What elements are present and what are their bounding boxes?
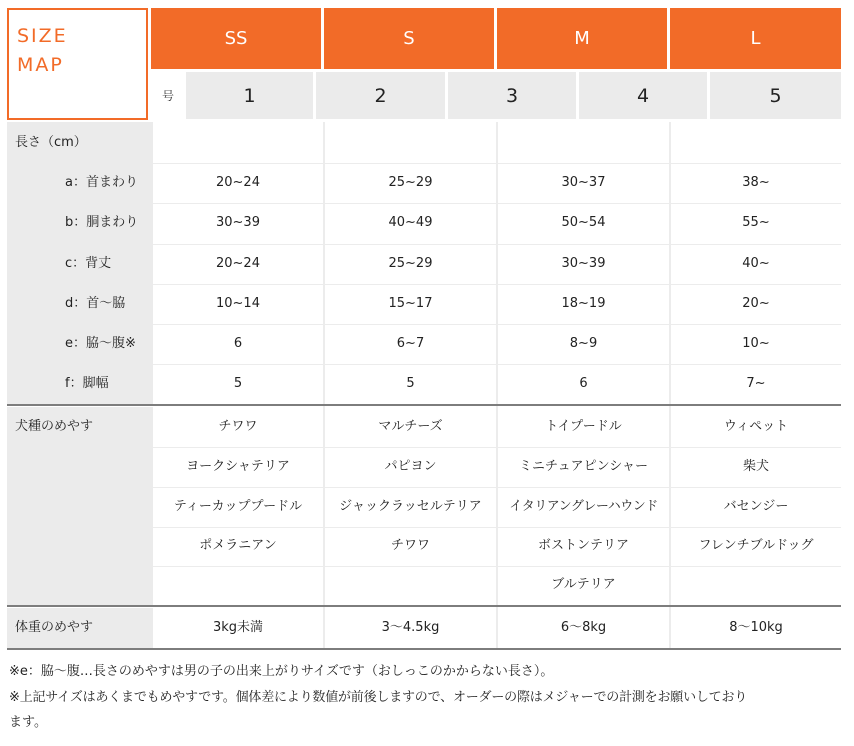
- row-divider: [153, 364, 841, 365]
- cell-f-s: 5: [406, 376, 415, 391]
- length-heading: 長さ（cm）: [15, 135, 87, 150]
- row-divider: [153, 244, 841, 245]
- weight-s: 3〜4.5kg: [381, 620, 440, 635]
- cell-f-ss: 5: [233, 376, 243, 391]
- row-divider: [153, 527, 841, 528]
- cell-a-ss: 20~24: [216, 175, 260, 190]
- cell-d-s: 15~17: [388, 296, 433, 311]
- row-label-a: a：首まわり: [65, 175, 138, 190]
- row-divider: [153, 163, 841, 164]
- cell-b-s: 40~49: [388, 215, 433, 230]
- breed-s-4: チワワ: [390, 538, 430, 553]
- note-1: ※e：脇～腹…長さのめやすは男の子の出来上がりサイズです（おしっこのかからない長さ）。: [9, 664, 554, 679]
- breed-l-1: ウィペット: [723, 419, 789, 434]
- number-3: 3: [448, 72, 576, 119]
- section-separator: [7, 648, 841, 650]
- breed-m-5: ブルテリア: [551, 577, 616, 592]
- cell-b-l: 55~: [742, 215, 770, 230]
- row-divider: [153, 487, 841, 488]
- weight-l: 8〜10kg: [729, 620, 783, 635]
- number-1: 1: [186, 72, 313, 119]
- title-line-2: MAP: [17, 54, 64, 76]
- breed-l-4: フレンチブルドッグ: [698, 538, 814, 553]
- cell-b-m: 50~54: [561, 215, 606, 230]
- size-map-title: [7, 8, 148, 120]
- weight-heading: 体重のめやす: [15, 620, 94, 635]
- row-label-d: d：首～脇: [65, 296, 126, 311]
- size-header-ss: SS: [151, 8, 321, 69]
- cell-e-m: 8~9: [569, 336, 598, 351]
- cell-c-l: 40~: [742, 256, 770, 271]
- cell-d-ss: 10~14: [216, 296, 260, 311]
- cell-f-l: 7~: [746, 376, 766, 391]
- number-5: 5: [710, 72, 841, 119]
- breed-s-3: ジャックラッセルテリア: [339, 499, 482, 514]
- cell-e-ss: 6: [233, 336, 243, 351]
- size-header-s: S: [324, 8, 494, 69]
- section-separator: [7, 605, 841, 607]
- cell-f-m: 6: [579, 376, 588, 391]
- cell-b-ss: 30~39: [216, 215, 260, 230]
- cell-d-m: 18~19: [561, 296, 606, 311]
- row-divider: [153, 566, 841, 567]
- row-divider: [153, 324, 841, 325]
- number-label: 号: [152, 72, 184, 119]
- breed-heading: 犬種のめやす: [15, 419, 94, 434]
- cell-e-l: 10~: [742, 336, 770, 351]
- weight-m: 6〜8kg: [560, 620, 607, 635]
- cell-e-s: 6~7: [396, 336, 425, 351]
- title-line-1: SIZE: [17, 25, 68, 47]
- row-label-c: c：背丈: [65, 256, 112, 271]
- row-divider: [153, 447, 841, 448]
- number-2: 2: [316, 72, 445, 119]
- weight-ss: 3kg未満: [212, 620, 264, 635]
- note-3: ます。: [9, 715, 47, 730]
- size-header-l: L: [670, 8, 841, 69]
- row-label-e: e：脇～腹※: [65, 336, 136, 351]
- breed-l-2: 柴犬: [742, 459, 769, 474]
- row-label-f: f：脚幅: [65, 376, 109, 391]
- breed-m-4: ボストンテリア: [537, 538, 629, 553]
- row-divider: [153, 203, 841, 204]
- breed-ss-1: チワワ: [218, 419, 258, 434]
- row-divider: [153, 284, 841, 285]
- breed-m-1: トイプードル: [545, 419, 622, 434]
- breed-m-2: ミニチュアピンシャー: [518, 459, 649, 474]
- number-4: 4: [579, 72, 707, 119]
- cell-a-m: 30~37: [561, 175, 606, 190]
- cell-a-s: 25~29: [388, 175, 433, 190]
- cell-c-m: 30~39: [561, 256, 606, 271]
- breed-ss-3: ティーカッププードル: [173, 499, 303, 514]
- cell-d-l: 20~: [742, 296, 770, 311]
- size-header-m: M: [497, 8, 667, 69]
- cell-a-l: 38~: [742, 175, 770, 190]
- cell-c-ss: 20~24: [216, 256, 260, 271]
- section-separator: [7, 404, 841, 406]
- note-2: ※上記サイズはあくまでもめやすです。個体差により数値が前後しますので、オーダーの際はメジャーでの計測をお願いしており: [9, 690, 748, 705]
- breed-s-1: マルチーズ: [378, 419, 443, 434]
- breed-ss-4: ポメラニアン: [199, 538, 277, 553]
- breed-s-2: パピヨン: [384, 459, 437, 474]
- cell-c-s: 25~29: [388, 256, 433, 271]
- breed-ss-2: ヨークシャテリア: [186, 459, 290, 474]
- breed-m-3: イタリアングレーハウンド: [509, 499, 658, 514]
- row-label-b: b：胴まわり: [65, 215, 139, 230]
- breed-l-3: バセンジー: [723, 499, 789, 514]
